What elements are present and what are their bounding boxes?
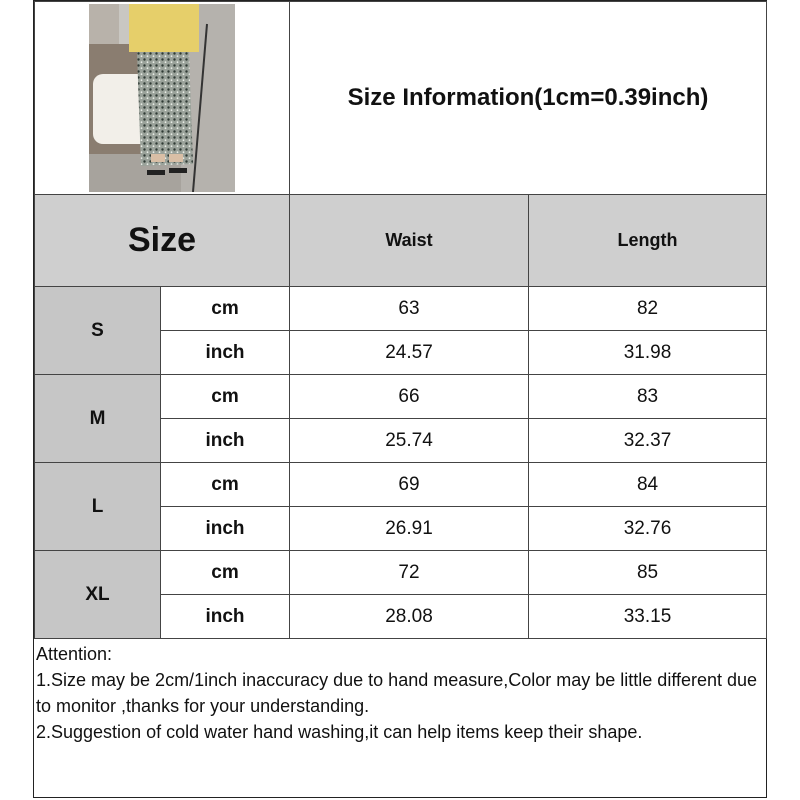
notes-line-1: 1.Size may be 2cm/1inch inaccuracy due to hand measure,Color may be little different due to monitor ,thanks for your understanding.: [36, 670, 758, 716]
unit-label: inch: [161, 507, 290, 551]
waist-value: 69: [290, 463, 529, 507]
unit-label: inch: [161, 331, 290, 375]
attention-notes: [36, 641, 764, 745]
unit-label: inch: [161, 595, 290, 639]
length-value: 82: [529, 287, 767, 331]
size-label: L: [35, 463, 161, 551]
waist-value: 63: [290, 287, 529, 331]
unit-label: cm: [161, 287, 290, 331]
waist-value: 28.08: [290, 595, 529, 639]
table-row: [35, 551, 767, 595]
waist-value: 72: [290, 551, 529, 595]
waist-value: 25.74: [290, 419, 529, 463]
length-value: 32.37: [529, 419, 767, 463]
page-title: Size Information(1cm=0.39inch): [290, 2, 767, 195]
unit-label: cm: [161, 551, 290, 595]
waist-value: 66: [290, 375, 529, 419]
size-chart: [33, 0, 767, 798]
size-header: Size: [35, 195, 290, 287]
product-photo: [89, 4, 235, 192]
waist-header: Waist: [290, 195, 529, 287]
size-table: [34, 1, 767, 639]
unit-label: inch: [161, 419, 290, 463]
length-value: 83: [529, 375, 767, 419]
table-row: [35, 463, 767, 507]
product-photo-cell: [35, 2, 290, 195]
notes-line-2: 2.Suggestion of cold water hand washing,it can help items keep their shape.: [36, 722, 643, 742]
table-row: [35, 287, 767, 331]
size-label: S: [35, 287, 161, 375]
size-label: M: [35, 375, 161, 463]
length-value: 32.76: [529, 507, 767, 551]
waist-value: 24.57: [290, 331, 529, 375]
product-photo-image: [89, 4, 235, 192]
table-row: [35, 375, 767, 419]
length-value: 33.15: [529, 595, 767, 639]
size-label: XL: [35, 551, 161, 639]
length-value: 31.98: [529, 331, 767, 375]
notes-heading: Attention:: [36, 644, 113, 664]
waist-value: 26.91: [290, 507, 529, 551]
unit-label: cm: [161, 375, 290, 419]
unit-label: cm: [161, 463, 290, 507]
length-value: 85: [529, 551, 767, 595]
length-value: 84: [529, 463, 767, 507]
length-header: Length: [529, 195, 767, 287]
